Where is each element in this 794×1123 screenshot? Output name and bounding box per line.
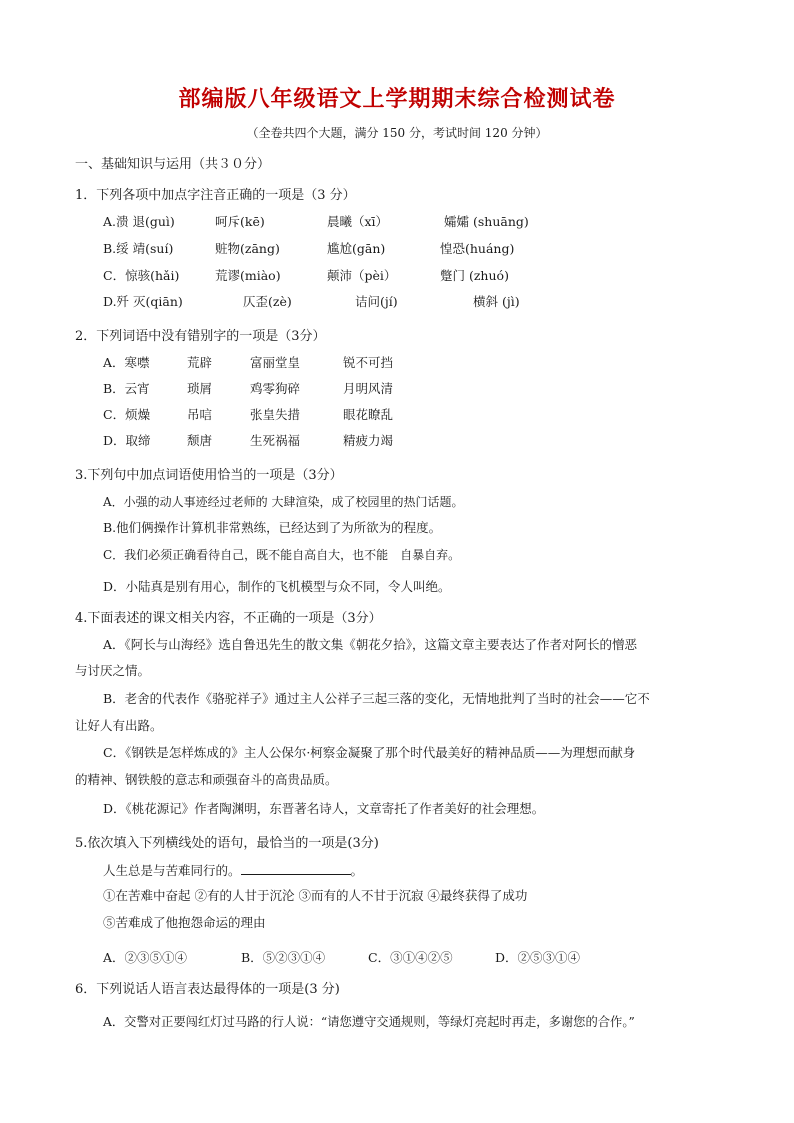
q5-choice-c: C．③①④②⑤ [368, 950, 453, 965]
q1-b-2: 赃物(zāng) [215, 241, 280, 256]
q1-c-1: C．惊骇(hǎi) [103, 268, 180, 283]
q3-option-b: B.他们俩操作计算机非常熟练，已经达到了为所欲为的程度。 [103, 520, 442, 535]
q2-a-1: A．寒噤 [103, 355, 150, 370]
q2-c-2: 吊唁 [187, 407, 213, 422]
q5-choice-a: A．②③⑤①④ [103, 950, 188, 965]
q4-option-b-cont: 让好人有出路。 [75, 718, 163, 733]
q1-stem: 1．下列各项中加点字注音正确的一项是（3 分） [75, 188, 356, 203]
q1-a-4: 孀孀 (shuāng) [444, 214, 529, 229]
q5-lead-text: 人生总是与苦难同行的。 [103, 863, 241, 878]
q5-lead [103, 861, 363, 880]
q2-b-2: 琐屑 [187, 381, 213, 396]
q1-b-4: 惶恐(huáng) [440, 241, 515, 256]
q1-d-2: 仄歪(zè) [243, 294, 292, 309]
q1-a-3: 晨曦（xī） [327, 214, 389, 229]
q4-option-c-cont: 的精神、钢铁般的意志和顽强奋斗的高贵品质。 [75, 772, 338, 787]
q6-option-a: A．交警对正要闯红灯过马路的行人说：“请您遵守交通规则，等绿灯亮起时再走，多谢您的合作。” [103, 1015, 635, 1029]
q1-d-1: D.歼 灭(qiān) [103, 294, 183, 309]
q1-c-4: 蹩门 (zhuó) [440, 268, 509, 283]
q2-b-1: B．云宵 [103, 381, 150, 396]
q6-stem: 6．下列说话人语言表达最得体的一项是(3 分) [75, 982, 340, 997]
q2-c-4: 眼花瞭乱 [343, 407, 394, 422]
q2-d-4: 精疲力竭 [343, 433, 394, 448]
q2-d-3: 生死祸福 [250, 433, 301, 448]
q2-c-3: 张皇失措 [250, 407, 301, 422]
q1-d-3: 诘问(jí) [355, 294, 398, 309]
q4-option-a-cont: 与讨厌之情。 [75, 663, 151, 678]
q2-d-2: 颓唐 [187, 433, 213, 448]
q4-stem: 4.下面表述的课文相关内容，不正确的一项是（3分） [75, 611, 382, 626]
q5-items-line1: ①在苦难中奋起 ②有的人甘于沉沦 ③而有的人不甘于沉寂 ④最终获得了成功 [103, 888, 528, 903]
q5-answer-blank [241, 861, 351, 875]
q1-b-1: B.绥 靖(suí) [103, 241, 174, 256]
exam-subtitle: （全卷共四个大题，满分 150 分，考试时间 120 分钟） [246, 126, 548, 140]
q2-b-4: 月明风清 [343, 381, 394, 396]
q3-option-d: D．小陆真是别有用心，制作的飞机模型与众不同，令人叫绝。 [103, 579, 451, 594]
q5-choice-b: B．⑤②③①④ [241, 950, 326, 965]
section-heading: 一、基础知识与运用（共３０分） [75, 157, 271, 172]
q5-items-line2: ⑤苦难成了他抱怨命运的理由 [103, 915, 266, 930]
q4-option-a: A．《阿长与山海经》选自鲁迅先生的散文集《朝花夕拾》，这篇文章主要表达了作者对阿长的憎恶 [103, 637, 638, 652]
q5-choice-d: D．②⑤③①④ [495, 950, 581, 965]
q4-option-c: C．《钢铁是怎样炼成的》主人公保尔·柯察金凝聚了那个时代最美好的精神品质——为理想而献身 [103, 745, 636, 760]
q1-a-2: 呵斥(kē) [215, 214, 265, 229]
q3-option-a: A．小强的动人事迹经过老师的 大肆渲染，成了校园里的热门话题。 [103, 495, 464, 509]
q1-b-3: 尴尬(gān) [327, 241, 386, 256]
q2-a-4: 锐不可挡 [343, 355, 394, 370]
q2-a-2: 荒辟 [187, 355, 213, 370]
q5-lead-end: 。 [350, 863, 364, 878]
q2-d-1: D．取缔 [103, 433, 151, 448]
q1-d-4: 横斜 (jì) [473, 294, 520, 309]
q3-option-c: C．我们必须正确看待自己，既不能自高自大，也不能 自暴自弃。 [103, 548, 461, 562]
q4-option-b: B．老舍的代表作《骆驼祥子》通过主人公祥子三起三落的变化，无情地批判了当时的社会——它不 [103, 691, 650, 706]
q5-stem: 5.依次填入下列横线处的语句，最恰当的一项是(3分) [75, 836, 379, 851]
q1-a-1: A.溃 退(guì) [103, 214, 175, 229]
q2-a-3: 富丽堂皇 [250, 355, 301, 370]
q2-stem: 2．下列词语中没有错别字的一项是（3分） [75, 329, 326, 344]
q2-c-1: C．烦燥 [103, 407, 151, 422]
q1-c-3: 颠沛（pèi） [327, 268, 397, 283]
q2-b-3: 鸡零狗碎 [250, 381, 301, 396]
q1-c-2: 荒谬(miào) [215, 268, 281, 283]
exam-title: 部编版八年级语文上学期期末综合检测试卷 [178, 87, 616, 112]
q3-stem: 3.下列句中加点词语使用恰当的一项是（3分） [75, 468, 343, 483]
q4-option-d: D．《桃花源记》作者陶渊明，东晋著名诗人，文章寄托了作者美好的社会理想。 [103, 801, 545, 816]
